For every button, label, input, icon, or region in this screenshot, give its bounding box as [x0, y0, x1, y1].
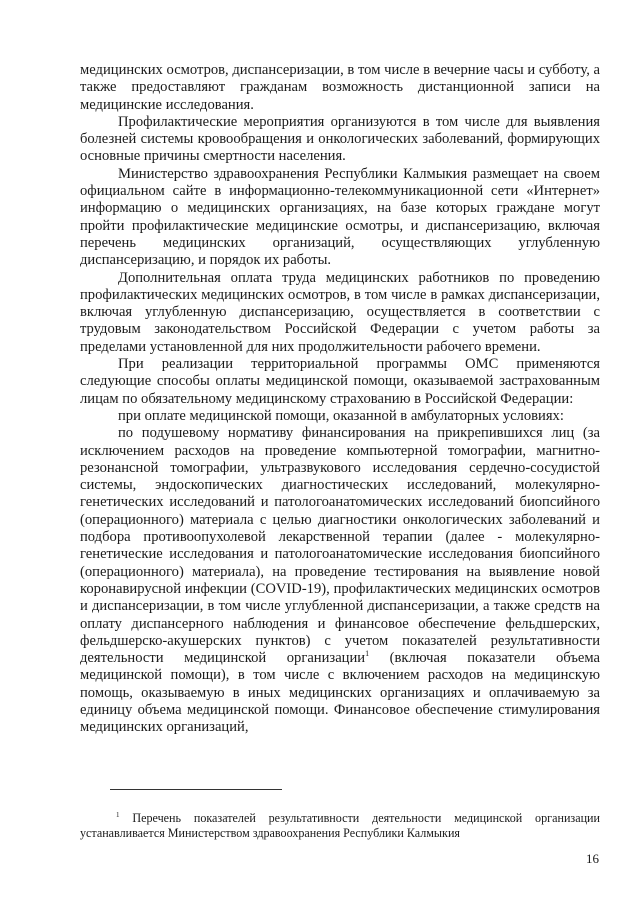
footnote — [80, 808, 600, 841]
per-capita-text: по подушевому нормативу финансирования на прикрепившихся лиц (за исключением расходов на проведение компьютерной томографии, магнитно-резонансной томографии, ультразвукового исследования сердечно-сосудистой системы, эндоскопических диагностических исследований, молекулярно-генетических исследований и патологоанатомических исследований биопсийного (операционного) материала с целью диагностики онкологических заболеваний и подбора противоопухолевой лекарственной терапии (далее - молекулярно-генетические исследования и патологоанатомические исследования биопсийного (операционного) материала), на проведение тестирования на выявление новой коронавирусной инфекции (COVID-19), профилактических медицинских осмотров и диспансеризации, в том числе углубленной диспансеризации, а также средств на оплату диспансерного наблюдения и финансовое обеспечение фельдшерских, фельдшерско-акушерских пунктов) с учетом показателей результативности деятельности медицинской организации — [80, 425, 600, 667]
page-number: 16 — [586, 851, 599, 866]
paragraph-ministry-website: Министерство здравоохранения Республики Калмыкия размещает на своем официальном сайте в информационно-телекоммуникационной сети «Интернет» информацию о медицинских организациях, на базе которых граждане могут пройти профилактические медицинские осмотры, и диспансеризацию, включая перечень медицинских организаций, осуществляющих углубленную диспансеризацию, и порядок их работы. — [80, 165, 600, 269]
footnote-text: Перечень показателей результативности деятельности медицинской организации устанавливается Министерством здравоохранения Республики Калмыкия — [80, 811, 600, 841]
footnote-reference: 1 — [365, 649, 370, 659]
footnote-separator — [110, 789, 282, 790]
per-capita-text-continued: (включая показатели объема медицинской помощи), в том числе с включением расходов на медицинскую помощь, оказываемую в иных медицинских организациях и оплачиваемую за единицу объема медицинской помощи. Финансовое обеспечение стимулирования медицинских организаций, — [80, 650, 600, 736]
paragraph-prevention-measures: Профилактические мероприятия организуются в том числе для выявления болезней системы кровообращения и онкологических заболеваний, формирующих основные причины смертности населения. — [80, 113, 600, 165]
paragraph-per-capita-standard — [80, 425, 600, 736]
body-text — [80, 62, 600, 737]
paragraph-outpatient-care: при оплате медицинской помощи, оказанной в амбулаторных условиях: — [118, 407, 564, 424]
paragraph-additional-pay: Дополнительная оплата труда медицинских работников по проведению профилактических медицинских осмотров, в том числе в рамках диспансеризации, включая углубленную диспансеризацию, осуществляется в соответствии с трудовым законодательством Российской Федерации с учетом работы за пределами установленной для них продолжительности рабочего времени. — [80, 269, 600, 355]
footnote-marker: 1 — [116, 811, 120, 819]
paragraph-payment-methods: При реализации территориальной программы ОМС применяются следующие способы оплаты медицинской помощи, оказываемой застрахованным лицам по обязательному медицинскому страхованию в Российской Федерации: — [80, 356, 600, 407]
paragraph-continuation: медицинских осмотров, диспансеризации, в том числе в вечерние часы и субботу, а также предоставляют гражданам возможность дистанционной записи на медицинские исследования. — [80, 62, 600, 113]
